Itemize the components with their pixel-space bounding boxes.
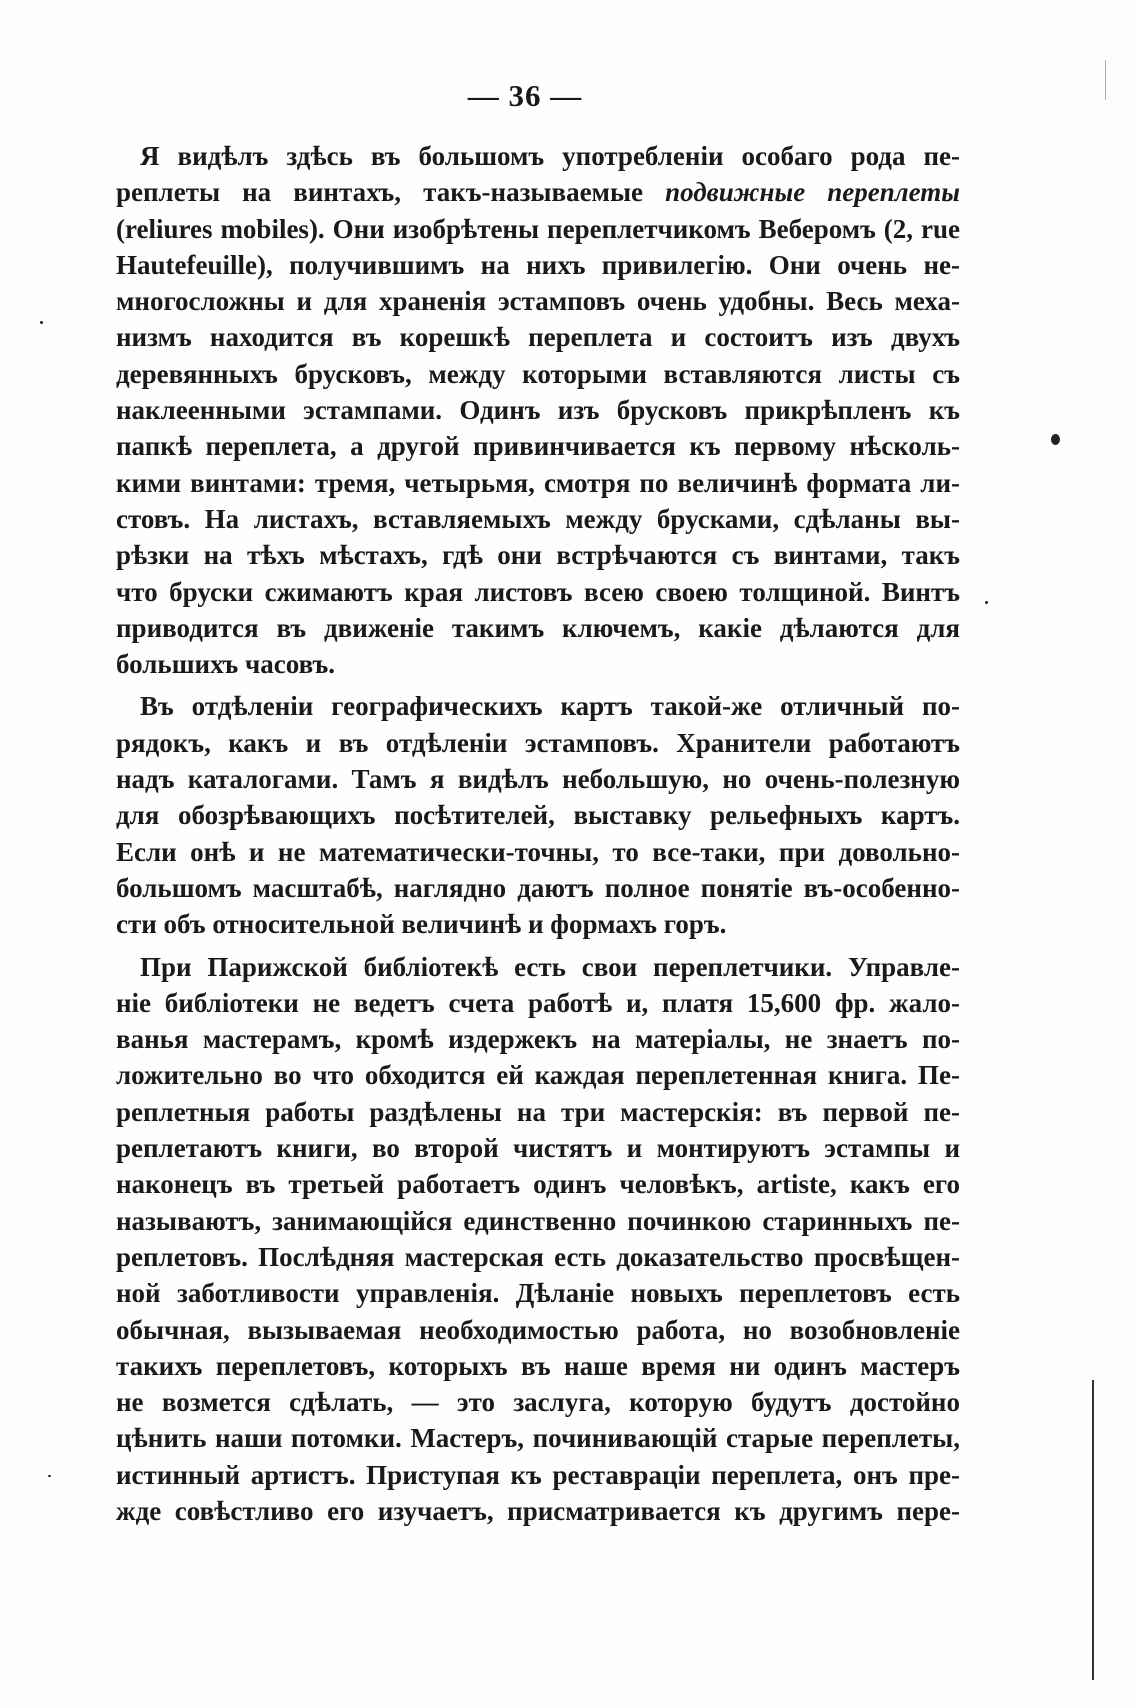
text-line: деревянныхъ брусковъ, между которыми вставляются листы съ xyxy=(116,358,960,389)
scan-speck xyxy=(1051,434,1060,445)
text-line: надъ каталогами. Тамъ я видѣлъ небольшую, но очень-полезную xyxy=(116,764,960,795)
text-line: цѣнить наши потомки. Мастеръ, починивающій старые переплеты, xyxy=(116,1423,960,1454)
text-line: что бруски сжимаютъ края листовъ всею своею толщиной. Винтъ xyxy=(116,576,960,607)
text-line: стовъ. На листахъ, вставляемыхъ между брусками, сдѣланы вы- xyxy=(116,503,960,534)
text-line: кими винтами: тремя, четырьмя, смотря по величинѣ формата ли- xyxy=(116,467,960,498)
text-line: рѣзки на тѣхъ мѣстахъ, гдѣ они встрѣчаются съ винтами, такъ xyxy=(116,540,960,571)
text-line: приводится въ движеніе такимъ ключемъ, какіе дѣлаются для xyxy=(116,612,960,643)
text-line: ной заботливости управленія. Дѣланіе новыхъ переплетовъ есть xyxy=(116,1278,960,1309)
text-line: Я видѣлъ здѣсь въ большомъ употребленіи особаго рода пе- xyxy=(140,141,960,171)
text-line: низмъ находится въ корешкѣ переплета и состоитъ изъ двухъ xyxy=(116,322,960,353)
scan-edge xyxy=(1092,1380,1094,1680)
scan-speck xyxy=(48,1475,51,1477)
text-line: большихъ часовъ. xyxy=(116,649,335,680)
text-line: называютъ, занимающійся единственно починкою старинныхъ пе- xyxy=(116,1205,960,1236)
text-line: реплетныя работы раздѣлены на три мастерскія: въ первой пе- xyxy=(116,1096,960,1127)
text-line: рядокъ, какъ и въ отдѣленіи эстамповъ. Хранители работаютъ xyxy=(116,727,960,758)
italic-phrase: подвижные переплеты xyxy=(665,177,960,208)
text-line: реплетаютъ книги, во второй чистятъ и монтируютъ эстампы и xyxy=(116,1133,960,1164)
text-line: наконецъ въ третьей работаетъ одинъ человѣкъ, artiste, какъ его xyxy=(116,1169,960,1200)
text-line xyxy=(116,174,960,210)
text-line: ложительно во что обходится ей каждая переплетенная книга. Пе- xyxy=(116,1060,960,1091)
text-line: не возмется сдѣлать, — это заслуга, которую будутъ достойно xyxy=(116,1387,960,1418)
text-line: Въ отдѣленіи географическихъ картъ такой-же отличный по- xyxy=(140,691,960,722)
text-line: Hautefeuille), получившимъ на нихъ привилегію. Они очень не- xyxy=(116,249,960,280)
body-text xyxy=(116,138,960,1529)
scan-speck xyxy=(40,321,43,324)
text-line: папкѣ переплета, а другой привинчивается къ первому нѣсколь- xyxy=(116,431,960,462)
text-line: сти объ относительной величинѣ и формахъ горъ. xyxy=(116,909,727,940)
text-line: (reliures mobiles). Они изобрѣтены переплетчикомъ Веберомъ (2, rue xyxy=(116,213,960,244)
text-line: многосложны и для храненія эстамповъ очень удобны. Весь меха- xyxy=(116,286,960,317)
text-line: обычная, вызываемая необходимостью работа, но возобновленіе xyxy=(116,1314,960,1345)
text-line: для обозрѣвающихъ посѣтителей, выставку рельефныхъ картъ. xyxy=(116,800,960,831)
text-line: Если онѣ и не математически-точны, то все-таки, при довольно- xyxy=(116,836,960,867)
text-line: жде совѣстливо его изучаетъ, присматривается къ другимъ пере- xyxy=(116,1495,960,1526)
text-line: ніе библіотеки не ведетъ счета работѣ и, платя 15,600 фр. жало- xyxy=(116,987,960,1018)
scan-edge xyxy=(1105,60,1106,100)
page-number: — 36 — xyxy=(467,78,583,113)
text-line: большомъ масштабѣ, наглядно даютъ полное понятіе въ-особенно- xyxy=(116,872,960,903)
text-line: такихъ переплетовъ, которыхъ въ наше время ни одинъ мастеръ xyxy=(116,1350,960,1381)
scan-speck xyxy=(985,601,988,604)
text-line: наклеенными эстампами. Одинъ изъ брусковъ прикрѣпленъ къ xyxy=(116,395,960,426)
text-line: истинный артистъ. Приступая къ реставраціи переплета, онъ пре- xyxy=(116,1459,960,1490)
text-line: ванья мастерамъ, кромѣ издержекъ на матеріалы, не знаетъ по- xyxy=(116,1024,960,1055)
text-line: реплетовъ. Послѣдняя мастерская есть доказательство просвѣщен- xyxy=(116,1241,960,1272)
text-line-segment: реплеты на винтахъ, такъ-называемые xyxy=(116,177,666,208)
text-line: При Парижской библіотекѣ есть свои переплетчики. Управле- xyxy=(140,951,960,982)
